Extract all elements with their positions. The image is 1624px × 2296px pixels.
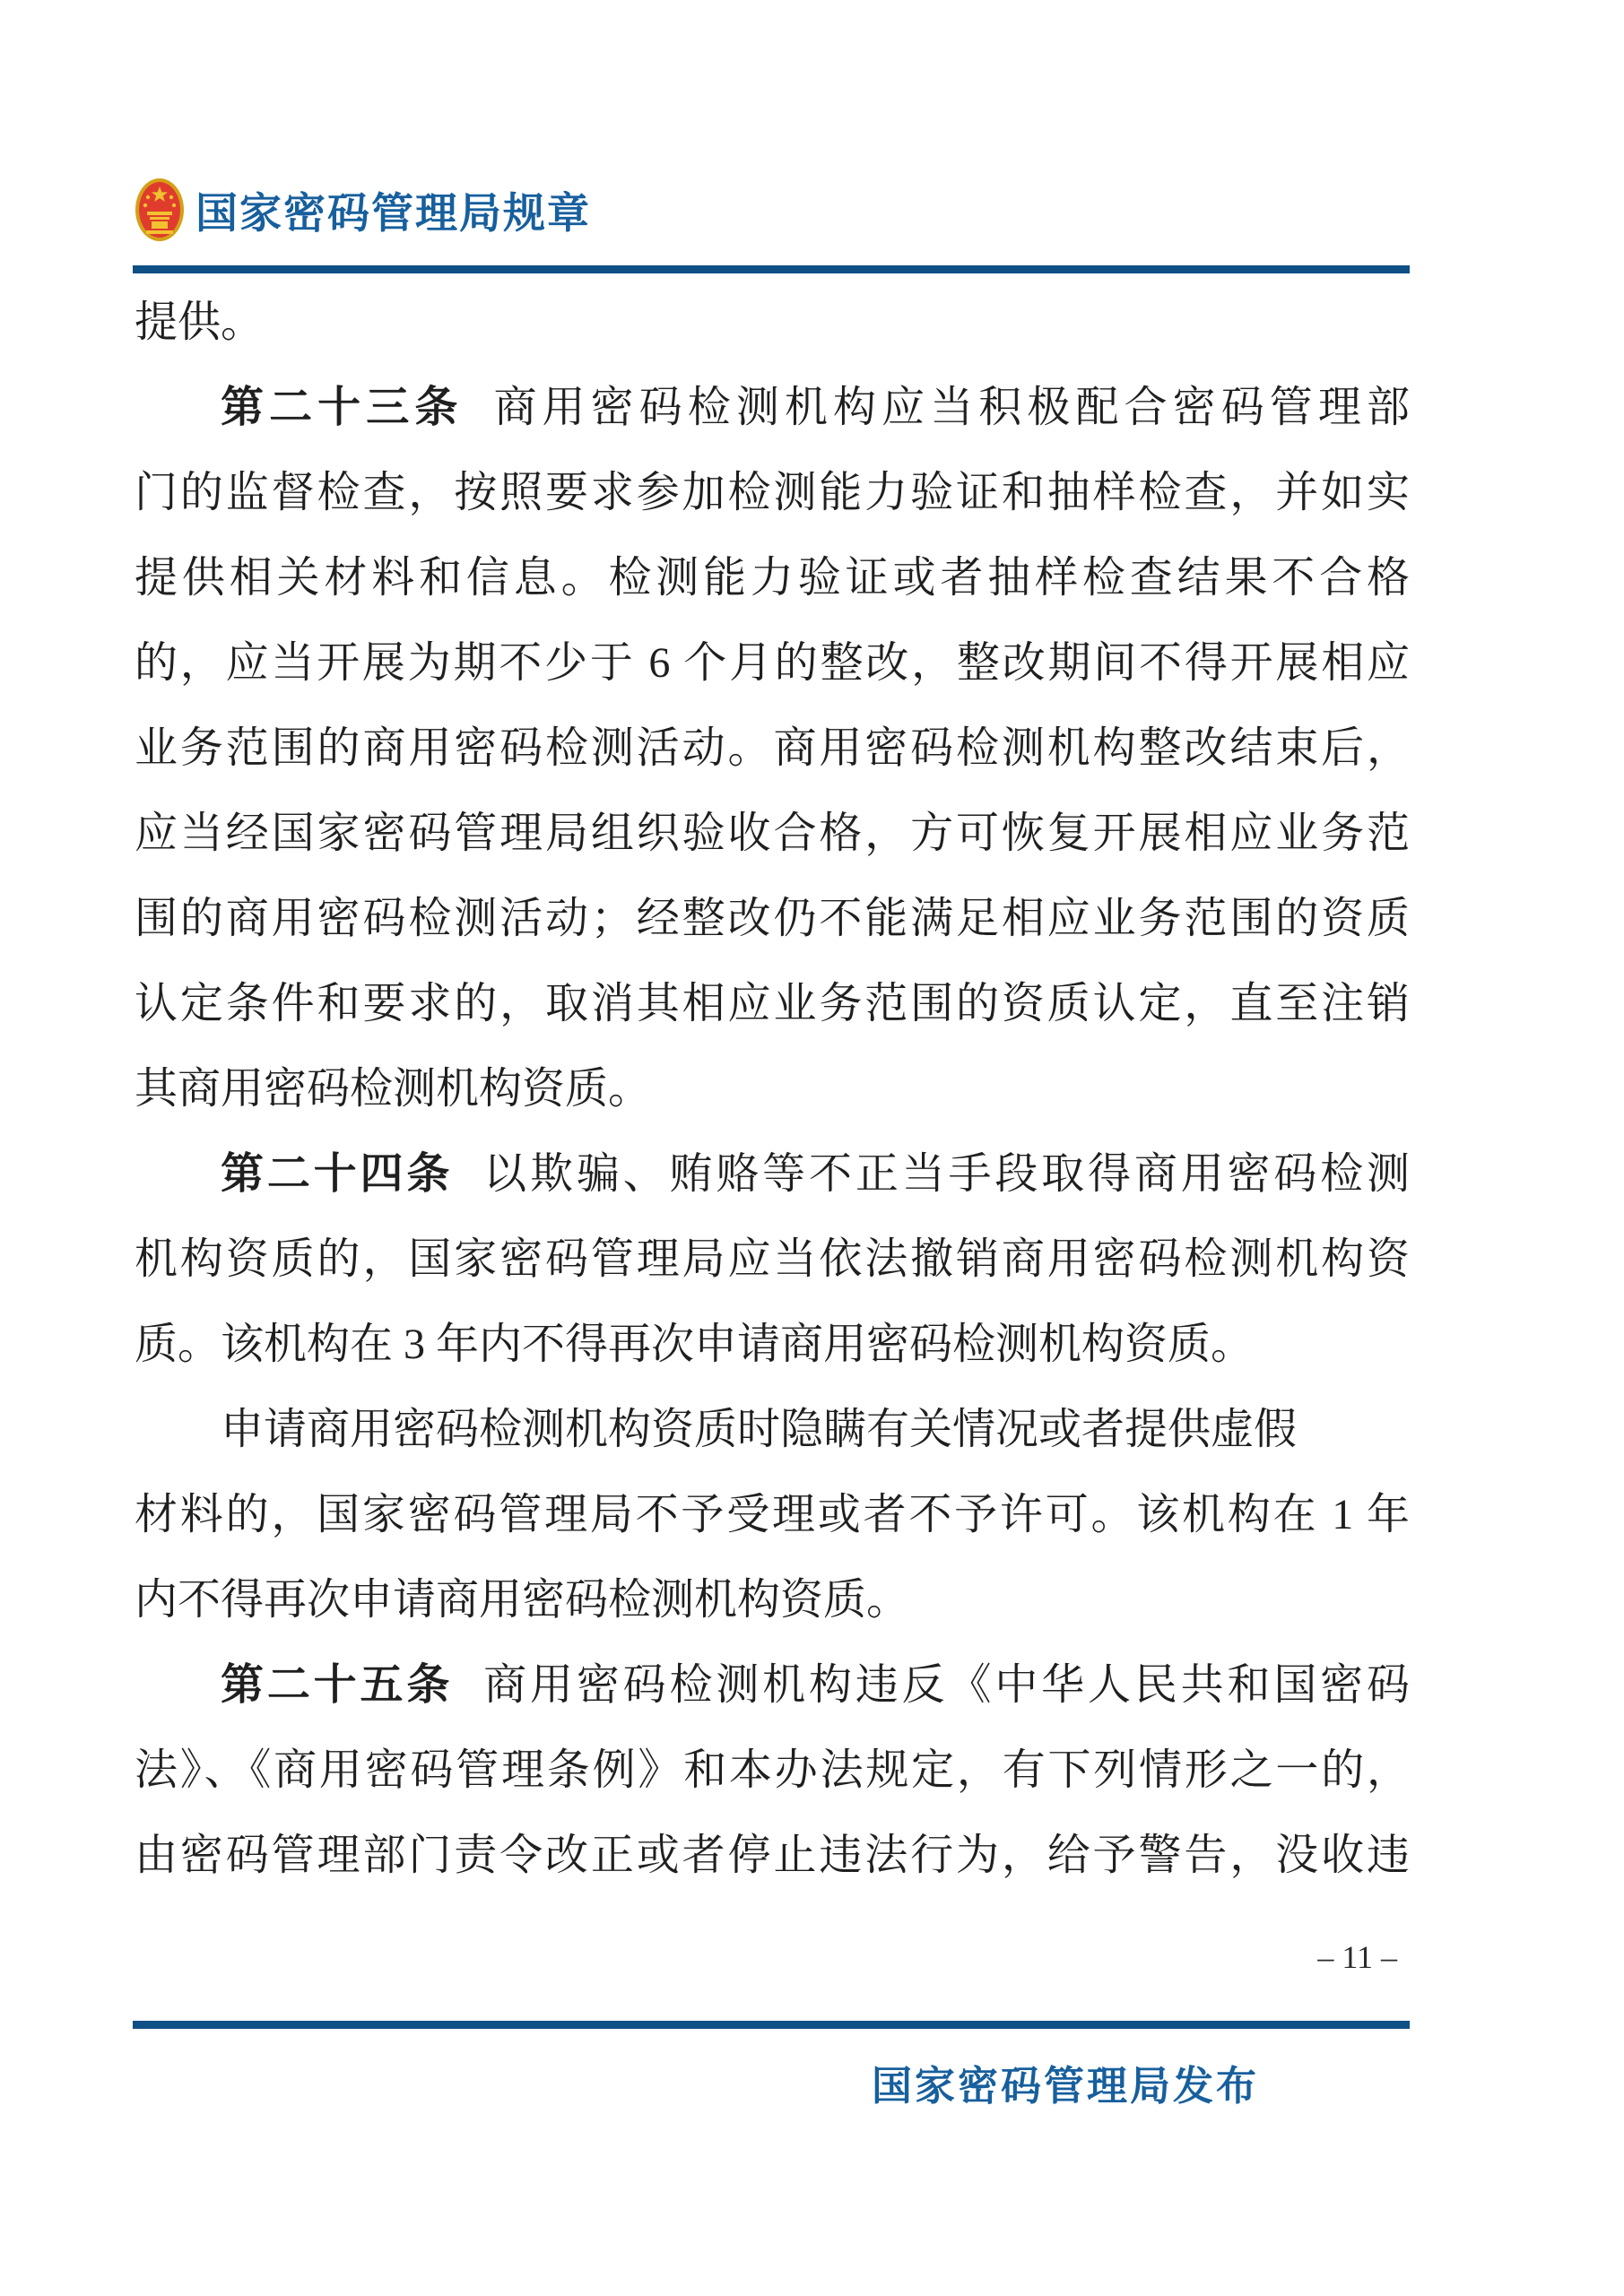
body-line: 提供。 <box>135 299 265 346</box>
body-line: 应当经国家密码管理局组织验收合格，方可恢复开展相应业务范 <box>135 810 1410 857</box>
header-rule <box>133 265 1410 273</box>
page-number: – 11 – <box>1317 1939 1397 1975</box>
body-line <box>135 1131 1410 1217</box>
header-title: 国家密码管理局规章 <box>195 190 591 238</box>
body-line: 提供相关材料和信息。检测能力验证或者抽样检查结果不合格 <box>135 554 1410 602</box>
body-line: 法》、《商用密码管理条例》和本办法规定，有下列情形之一的， <box>135 1746 1410 1794</box>
publisher-label: 国家密码管理局发布 <box>871 2064 1259 2109</box>
body-line <box>135 1642 1410 1728</box>
body-line: 的，应当开展为期不少于 6 个月的整改，整改期间不得开展相应 <box>135 639 1410 687</box>
body-line: 其商用密码检测机构资质。 <box>135 1065 652 1113</box>
document-body <box>135 280 1410 1898</box>
body-line: 机构资质的，国家密码管理局应当依法撤销商用密码检测机构资 <box>135 1235 1410 1283</box>
body-line: 围的商用密码检测活动；经整改仍不能满足相应业务范围的资质 <box>135 895 1410 942</box>
article-number-lead: 第二十四条 <box>221 1150 454 1198</box>
body-line-text: 商用密码检测机构违反《中华人民共和国密码 <box>483 1661 1410 1709</box>
article-number-lead: 第二十五条 <box>221 1661 454 1709</box>
body-line: 申请商用密码检测机构资质时隐瞒有关情况或者提供虚假 <box>221 1406 1298 1453</box>
body-line: 内不得再次申请商用密码检测机构资质。 <box>135 1576 910 1624</box>
body-line: 由密码管理部门责令改正或者停止违法行为，给予警告，没收违 <box>135 1832 1410 1879</box>
body-line: 质。该机构在 3 年内不得再次申请商用密码检测机构资质。 <box>135 1321 1255 1368</box>
article-number-lead: 第二十三条 <box>221 384 464 431</box>
body-line-text: 商用密码检测机构应当积极配合密码管理部 <box>493 384 1410 431</box>
body-line: 材料的，国家密码管理局不予受理或者不予许可。该机构在 1 年 <box>135 1491 1410 1538</box>
body-line: 门的监督检查，按照要求参加检测能力验证和抽样检查，并如实 <box>135 469 1410 516</box>
body-line: 认定条件和要求的，取消其相应业务范围的资质认定，直至注销 <box>135 980 1410 1027</box>
document-header <box>135 178 1410 242</box>
national-emblem-icon <box>135 178 185 242</box>
footer-rule <box>133 2021 1410 2029</box>
body-line <box>135 365 1410 450</box>
body-line: 业务范围的商用密码检测活动。商用密码检测机构整改结束后， <box>135 724 1410 772</box>
body-line-text: 以欺骗、贿赂等不正当手段取得商用密码检测 <box>483 1150 1410 1198</box>
